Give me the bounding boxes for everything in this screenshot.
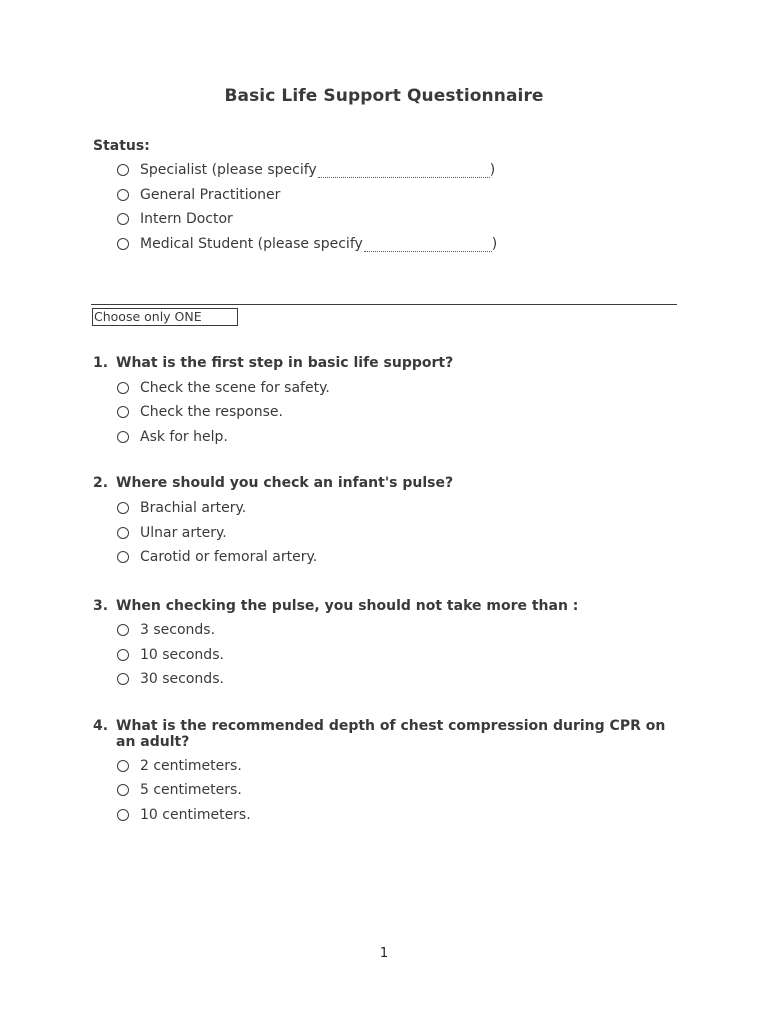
option-label: Brachial artery. (140, 500, 247, 516)
radio-button[interactable] (117, 649, 129, 661)
question-number: 1. (93, 355, 109, 371)
radio-button[interactable] (117, 431, 129, 443)
question-1-option-1[interactable] (117, 379, 330, 397)
question-4-option-1[interactable] (117, 757, 242, 775)
question-3-option-2[interactable] (117, 646, 224, 664)
radio-button[interactable] (117, 164, 129, 176)
instruction-box: Choose only ONE (92, 308, 238, 326)
status-label: Status: (93, 138, 150, 154)
option-label: Check the response. (140, 404, 283, 420)
radio-button[interactable] (117, 624, 129, 636)
status-option-medical-student[interactable] (117, 235, 497, 253)
specify-blank[interactable] (364, 240, 492, 252)
option-label: 2 centimeters. (140, 758, 242, 774)
radio-button[interactable] (117, 527, 129, 539)
radio-button[interactable] (117, 502, 129, 514)
question-text: What is the first step in basic life support? (116, 355, 454, 371)
option-close: ) (491, 236, 498, 252)
radio-button[interactable] (117, 673, 129, 685)
radio-button[interactable] (117, 213, 129, 225)
question-2-option-1[interactable] (117, 499, 246, 517)
radio-button[interactable] (117, 784, 129, 796)
option-label: Intern Doctor (140, 211, 233, 227)
question-number: 2. (93, 475, 109, 491)
page-title: Basic Life Support Questionnaire (224, 86, 544, 106)
question-number: 3. (93, 598, 109, 614)
option-label: Specialist (please specify (140, 162, 317, 178)
radio-button[interactable] (117, 809, 129, 821)
radio-button[interactable] (117, 406, 129, 418)
option-label: Ask for help. (140, 429, 228, 445)
divider (91, 304, 677, 305)
radio-button[interactable] (117, 760, 129, 772)
radio-button[interactable] (117, 551, 129, 563)
question-2-option-2[interactable] (117, 524, 227, 542)
question-3-option-3[interactable] (117, 670, 224, 688)
option-label: 30 seconds. (140, 671, 224, 687)
option-label: 3 seconds. (140, 622, 216, 638)
option-label: Medical Student (please specify (140, 236, 363, 252)
option-label: Ulnar artery. (140, 525, 227, 541)
question-1-option-3[interactable] (117, 428, 228, 446)
status-option-general-practitioner[interactable] (117, 186, 280, 204)
option-label: 10 seconds. (140, 647, 224, 663)
question-text: What is the recommended depth of chest compression during CPR on an adult? (116, 718, 666, 750)
question-3-option-1[interactable] (117, 621, 215, 639)
page-number: 1 (379, 946, 389, 961)
status-option-specialist[interactable] (117, 161, 495, 179)
option-label: Carotid or femoral artery. (140, 549, 318, 565)
radio-button[interactable] (117, 189, 129, 201)
question-2-option-3[interactable] (117, 548, 317, 566)
specify-blank[interactable] (318, 166, 490, 178)
question-text: When checking the pulse, you should not take more than : (116, 598, 579, 614)
option-label: Check the scene for safety. (140, 380, 330, 396)
option-close: ) (489, 162, 496, 178)
question-4-option-3[interactable] (117, 806, 251, 824)
question-number: 4. (93, 718, 109, 734)
option-label: 5 centimeters. (140, 782, 242, 798)
question-1-option-2[interactable] (117, 403, 283, 421)
radio-button[interactable] (117, 238, 129, 250)
option-label: 10 centimeters. (140, 807, 251, 823)
question-4-option-2[interactable] (117, 781, 242, 799)
status-option-intern-doctor[interactable] (117, 210, 233, 228)
radio-button[interactable] (117, 382, 129, 394)
question-text: Where should you check an infant's pulse? (116, 475, 454, 491)
option-label: General Practitioner (140, 187, 281, 203)
